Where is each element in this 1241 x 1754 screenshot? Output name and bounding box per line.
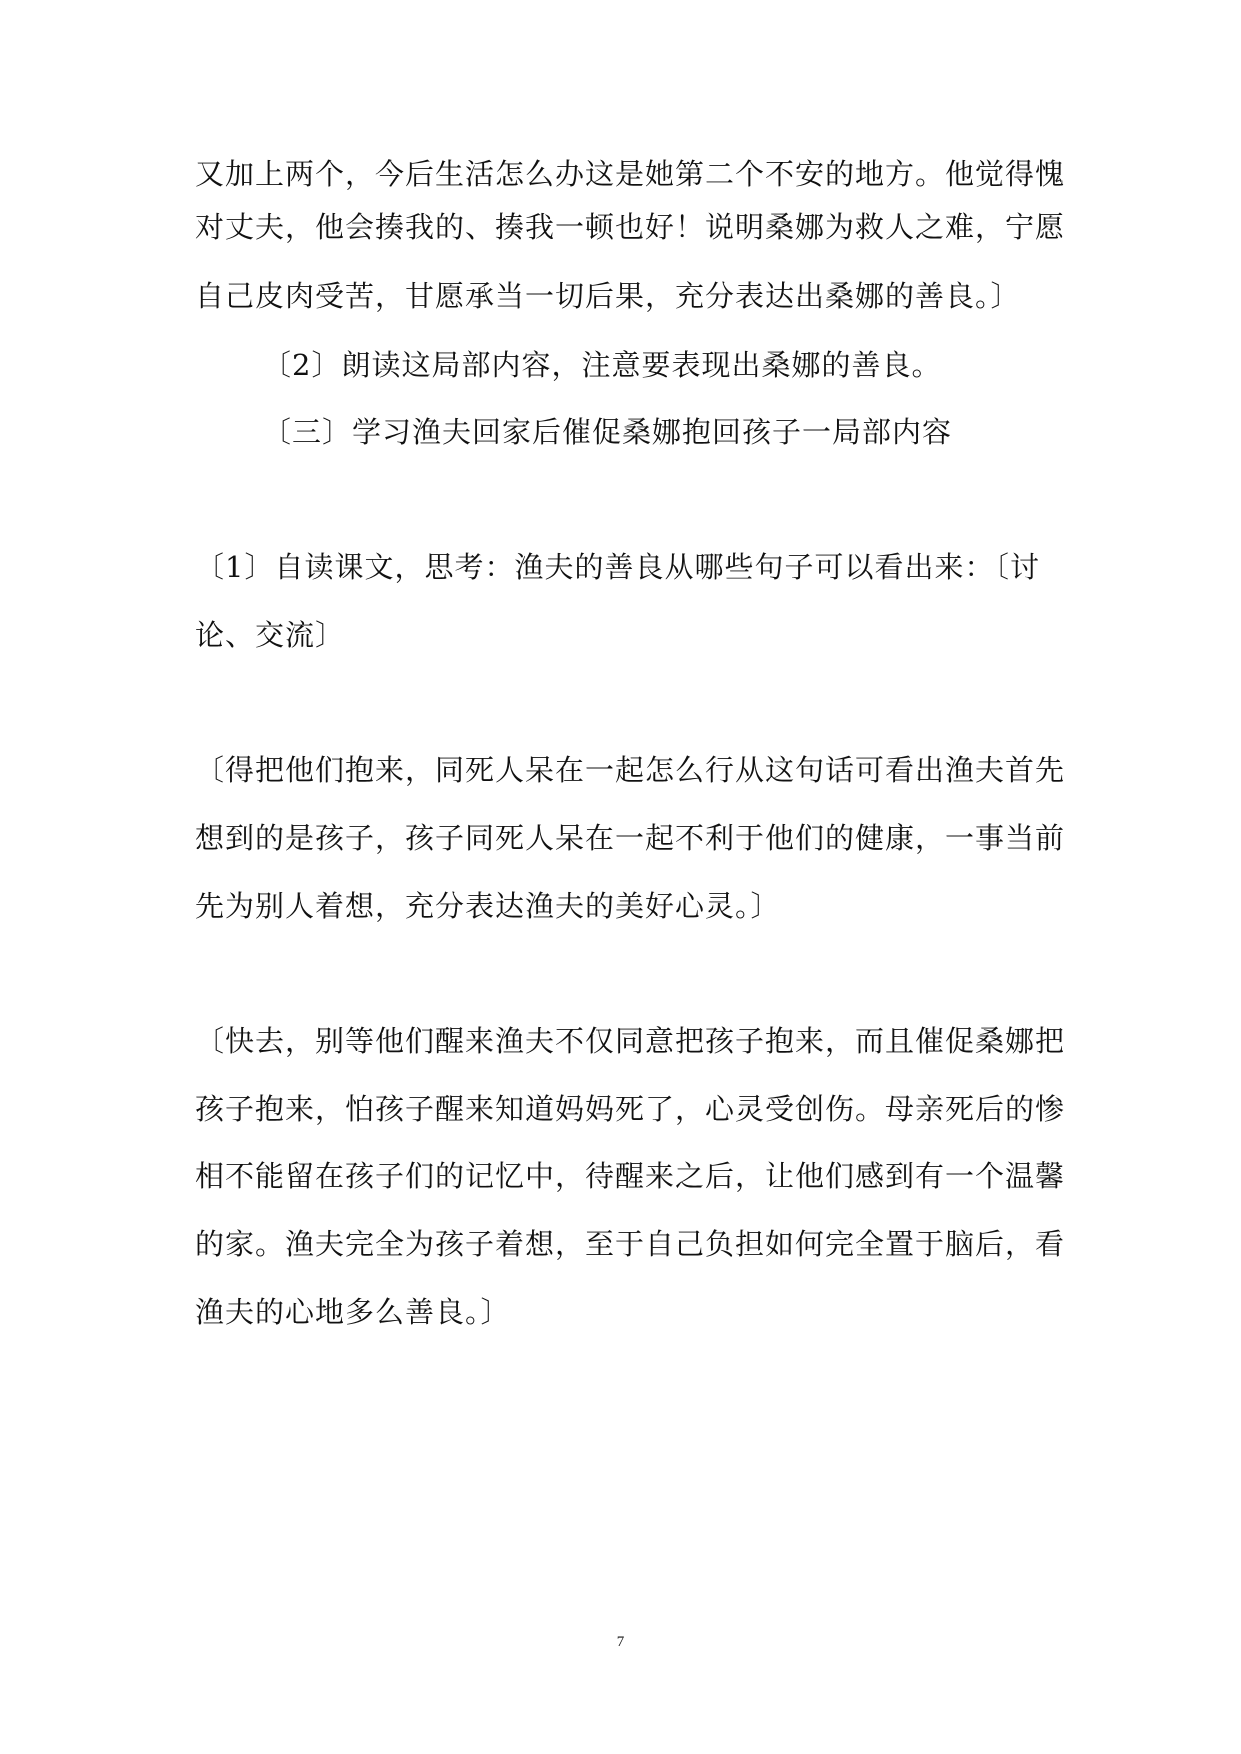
paragraph-2-line-1: 〔2〕朗读这局部内容，注意要表现出桑娜的善良。	[262, 348, 942, 382]
paragraph-6-line-5: 渔夫的心地多么善良。〕	[195, 1295, 511, 1329]
page-number: 7	[616, 1634, 625, 1650]
paragraph-6-line-2: 孩子抱来，怕孩子醒来知道妈妈死了，心灵受创伤。母亲死后的惨	[195, 1092, 1066, 1126]
paragraph-6-line-4: 的家。渔夫完全为孩子着想，至于自己负担如何完全置于脑后，看	[195, 1227, 1066, 1261]
paragraph-1-line-3: 自己皮肉受苦，甘愿承当一切后果，充分表达出桑娜的善良。〕	[195, 279, 1021, 313]
paragraph-6-line-1: 〔快去，别等他们醒来渔夫不仅同意把孩子抱来，而且催促桑娜把	[195, 1024, 1066, 1058]
section-heading-three: 〔三〕学习渔夫回家后催促桑娜抱回孩子一局部内容	[262, 415, 953, 449]
paragraph-5-line-1: 〔得把他们抱来，同死人呆在一起怎么行从这句话可看出渔夫首先	[195, 753, 1066, 787]
paragraph-4-line-1: 〔1〕自读课文，思考：渔夫的善良从哪些句子可以看出来：〔讨	[195, 550, 1040, 584]
paragraph-5-line-2: 想到的是孩子，孩子同死人呆在一起不利于他们的健康，一事当前	[195, 821, 1066, 855]
paragraph-5-line-3: 先为别人着想，充分表达渔夫的美好心灵。〕	[195, 889, 781, 923]
paragraph-4-line-2: 论、交流〕	[195, 618, 346, 652]
paragraph-1-line-1: 又加上两个，今后生活怎么办这是她第二个不安的地方。他觉得愧	[195, 157, 1066, 191]
paragraph-1-line-2: 对丈夫，他会揍我的、揍我一顿也好！说明桑娜为救人之难，宁愿	[195, 210, 1066, 244]
paragraph-6-line-3: 相不能留在孩子们的记忆中，待醒来之后，让他们感到有一个温馨	[195, 1159, 1066, 1193]
